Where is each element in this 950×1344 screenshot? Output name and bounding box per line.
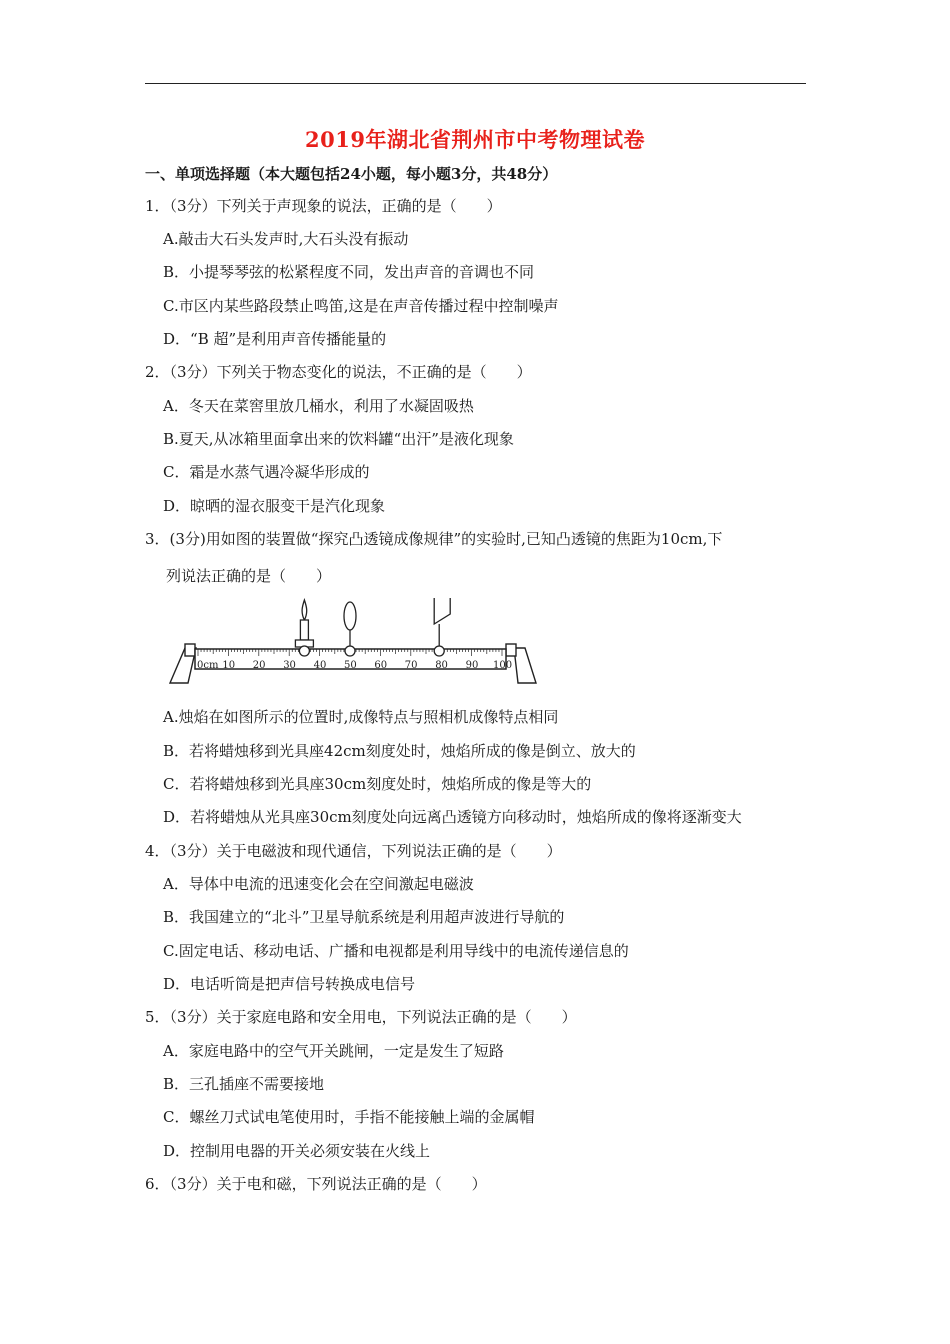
- ruler-label-70: 70: [404, 660, 418, 671]
- question-1-option-c: C.市区内某些路段禁止鸣笛,这是在声音传播过程中控制噪声: [163, 297, 559, 315]
- question-1-option-d: D．“B 超”是利用声音传播能量的: [163, 330, 387, 348]
- ruler-label-50: 50: [344, 660, 357, 671]
- question-3-stem: 3．(3分)用如图的装置做“探究凸透镜成像规律”的实验时,已知凸透镜的焦距为10cm,下: [145, 530, 723, 548]
- question-4-option-a: A．导体中电流的迅速变化会在空间激起电磁波: [163, 875, 474, 893]
- ruler-label-100: 100: [493, 660, 513, 671]
- question-3-option-b: B．若将蜡烛移到光具座42cm刻度处时，烛焰所成的像是倒立、放大的: [163, 742, 636, 760]
- ruler-label-30: 30: [283, 660, 296, 671]
- question-3-option-d: D．若将蜡烛从光具座30cm刻度处向远离凸透镜方向移动时，烛焰所成的像将逐渐变大: [163, 808, 742, 826]
- question-2-stem: 2．（3分）下列关于物态变化的说法，不正确的是（ ）: [145, 363, 532, 381]
- page-title: 2019年湖北省荆州市中考物理试卷: [305, 127, 645, 152]
- convex-lens: [344, 602, 356, 656]
- question-2-option-b: B.夏天,从冰箱里面拿出来的饮料罐“出汗”是液化现象: [163, 430, 514, 448]
- question-4-stem: 4．（3分）关于电磁波和现代通信，下列说法正确的是（ ）: [145, 842, 562, 860]
- ruler-label-10: 10: [222, 660, 236, 671]
- question-6-stem: 6．（3分）关于电和磁，下列说法正确的是（ ）: [145, 1175, 487, 1193]
- ruler-label-40: 40: [313, 660, 327, 671]
- question-5-stem: 5．（3分）关于家庭电路和安全用电，下列说法正确的是（ ）: [145, 1008, 577, 1026]
- section-heading: 一、单项选择题（本大题包括24小题，每小题3分，共48分）: [145, 165, 558, 183]
- question-2-option-c: C．霜是水蒸气遇冷凝华形成的: [163, 463, 370, 481]
- left-support: [170, 644, 196, 683]
- ruler-label-60: 60: [374, 660, 388, 671]
- ruler-label-80: 80: [435, 660, 448, 671]
- question-4-option-c: C.固定电话、移动电话、广播和电视都是利用导线中的电流传递信息的: [163, 942, 629, 960]
- header-rule: [145, 83, 806, 84]
- candle: [295, 600, 313, 656]
- question-1-stem: 1．（3分）下列关于声现象的说法，正确的是（ ）: [145, 197, 502, 215]
- ruler-label-90: 90: [465, 660, 479, 671]
- question-2-option-a: A．冬天在菜窖里放几桶水，利用了水凝固吸热: [163, 397, 474, 415]
- question-5-option-c: C．螺丝刀式试电笔使用时，手指不能接触上端的金属帽: [163, 1108, 535, 1126]
- question-3-option-c: C．若将蜡烛移到光具座30cm刻度处时，烛焰所成的像是等大的: [163, 775, 592, 793]
- question-5-option-d: D．控制用电器的开关必须安装在火线上: [163, 1142, 431, 1160]
- light-screen: [434, 598, 450, 656]
- question-3-stem-continued: 列说法正确的是（ ）: [166, 567, 332, 585]
- question-5-option-a: A．家庭电路中的空气开关跳闸，一定是发生了短路: [163, 1042, 504, 1060]
- question-2-option-d: D．晾晒的湿衣服变干是汽化现象: [163, 497, 386, 515]
- question-5-option-b: B．三孔插座不需要接地: [163, 1075, 325, 1093]
- question-1-option-a: A.敲击大石头发声时,大石头没有振动: [163, 230, 409, 248]
- optical-bench-figure: [168, 598, 538, 694]
- ruler-zero-label: 0cm: [197, 660, 219, 671]
- ruler-label-20: 20: [252, 660, 266, 671]
- question-4-option-b: B．我国建立的“北斗”卫星导航系统是利用超声波进行导航的: [163, 908, 565, 926]
- question-4-option-d: D．电话听筒是把声信号转换成电信号: [163, 975, 416, 993]
- question-3-option-a: A.烛焰在如图所示的位置时,成像特点与照相机成像特点相同: [163, 708, 559, 726]
- question-1-option-b: B．小提琴琴弦的松紧程度不同，发出声音的音调也不同: [163, 263, 535, 281]
